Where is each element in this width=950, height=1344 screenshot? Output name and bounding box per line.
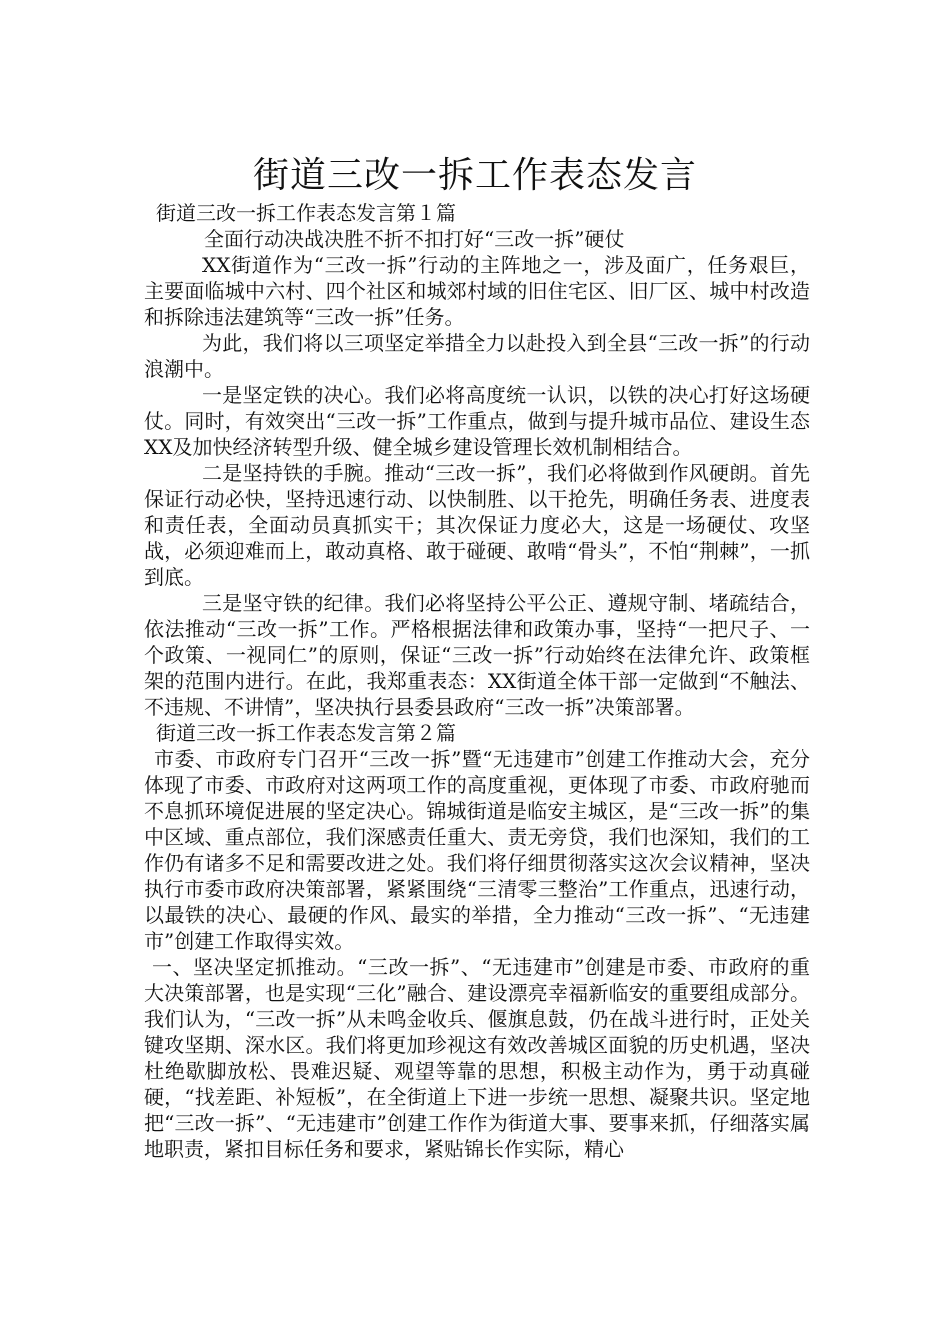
section-heading: 街道三改一拆工作表态发言第１篇: [156, 201, 456, 225]
paragraph: 市委、市政府专门召开“三改一拆”暨“无违建市”创建工作推动大会，充分体现了市委、市政府对这两项工作的高度重视，更体现了市委、市政府驰而不息抓环境促进展的坚定决心。锦城街道是临安主城区，是“三改一拆”的集中区域、重点部位，我们深感责任重大、责无旁贷，我们也深知，我们的工作仍有诸多不足和需要改进之处。我们将仔细贯彻落实这次会议精神，坚决执行市委市政府决策部署，紧紧围绕“三清零三整治”工作重点，迅速行动，以最铁的决心、最硬的作风、最实的举措，全力推动“三改一拆”、“无违建市”创建工作取得实效。: [144, 747, 810, 953]
document-body: [144, 200, 810, 1162]
paragraph: XX街道作为“三改一拆”行动的主阵地之一，涉及面广，任务艰巨，主要面临城中六村、四个社区和城郊村域的旧住宅区、旧厂区、城中村改造和拆除违法建筑等“三改一拆”任务。: [144, 253, 810, 329]
paragraph: 三是坚守铁的纪律。我们必将坚持公平公正、遵规守制、堵疏结合，依法推动“三改一拆”工作。严格根据法律和政策办事，坚持“一把尺子、一个政策、一视同仁”的原则，保证“三改一拆”行动始终在法律允许、政策框架的范围内进行。在此，我郑重表态：XX街道全体干部一定做到“不触法、不违规、不讲情”，坚决执行县委县政府“三改一拆”决策部署。: [144, 591, 810, 719]
paragraph: 一是坚定铁的决心。我们必将高度统一认识，以铁的决心打好这场硬仗。同时，有效突出“三改一拆”工作重点，做到与提升城市品位、建设生态XX及加快经济转型升级、健全城乡建设管理长效机制相结合。: [144, 383, 810, 459]
section-1: [144, 200, 810, 720]
section-heading: 街道三改一拆工作表态发言第２篇: [156, 721, 456, 745]
section-2: [144, 720, 810, 1162]
document-title: 街道三改一拆工作表态发言: [252, 155, 697, 197]
paragraph: 一、坚决坚定抓推动。“三改一拆”、“无违建市”创建是市委、市政府的重大决策部署，也是实现“三化”融合、建设漂亮幸福新临安的重要组成部分。我们认为，“三改一拆”从未鸣金收兵、偃旗息鼓，仍在战斗进行时，正处关键攻坚期、深水区。我们将更加珍视这有效改善城区面貌的历史机遇，坚决杜绝歇脚放松、畏难迟疑、观望等靠的思想，积极主动作为，勇于动真碰硬，“找差距、补短板”，在全街道上下进一步统一思想、凝聚共识。坚定地把“三改一拆”、“无违建市”创建工作作为街道大事、要事来抓，仔细落实属地职责，紧扣目标任务和要求，紧贴锦长作实际，精心: [144, 955, 810, 1161]
paragraph: 二是坚持铁的手腕。推动“三改一拆”，我们必将做到作风硬朗。首先保证行动必快，坚持迅速行动、以快制胜、以干抢先，明确任务表、进度表和责任表，全面动员真抓实干；其次保证力度必大，这是一场硬仗、攻坚战，必须迎难而上，敢动真格、敢于碰硬、敢啃“骨头”，不怕“荆棘”，一抓到底。: [144, 461, 810, 589]
paragraph: 为此，我们将以三项坚定举措全力以赴投入到全县“三改一拆”的行动浪潮中。: [144, 331, 810, 381]
section-subheading: 全面行动决战决胜不折不扣打好“三改一拆”硬仗: [204, 227, 625, 251]
